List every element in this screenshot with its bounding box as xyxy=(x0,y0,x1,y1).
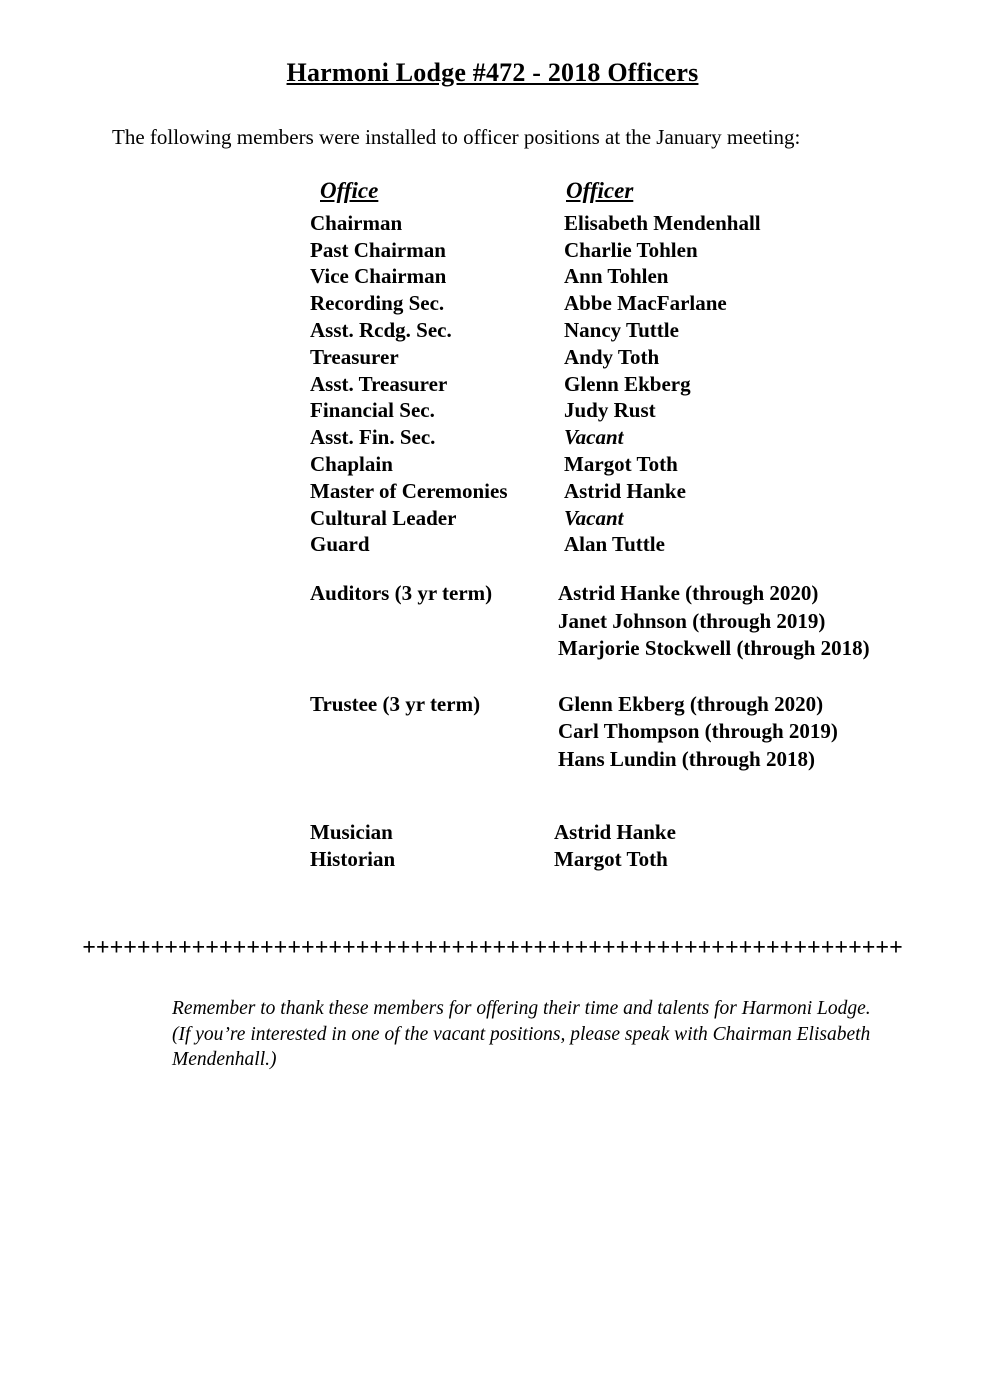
table-row xyxy=(310,317,966,344)
cell-officer: Alan Tuttle xyxy=(564,532,665,557)
cell-officer: Charlie Tohlen xyxy=(564,237,698,262)
group-name-item: Janet Johnson (through 2019) xyxy=(558,608,826,633)
table-row xyxy=(310,424,966,451)
cell-office: Cultural Leader xyxy=(310,505,457,530)
page-title: Harmoni Lodge #472 - 2018 Officers xyxy=(286,58,699,87)
cell-office: Historian xyxy=(310,847,396,872)
cell-office: Guard xyxy=(310,532,370,557)
cell-office: Chairman xyxy=(310,210,403,235)
cell-officer: Margot Toth xyxy=(554,847,668,872)
group-name-item: Hans Lundin (through 2018) xyxy=(558,746,815,771)
cell-office: Past Chairman xyxy=(310,237,446,262)
group-names-trustee xyxy=(558,691,985,774)
table-row xyxy=(310,478,966,505)
cell-office: Musician xyxy=(310,820,393,845)
table-header-row xyxy=(310,178,966,210)
cell-office: Treasurer xyxy=(310,344,399,369)
plus-sign-divider: ++++++++++++++++++++++++++++++++++++++++++++++++++++++++++++ xyxy=(82,935,903,962)
cell-officer: Nancy Tuttle xyxy=(564,317,679,342)
officers-table-body xyxy=(310,178,966,558)
cell-officer: Ann Tohlen xyxy=(564,264,669,289)
document-page xyxy=(0,58,985,1399)
additional-roles-table xyxy=(310,819,954,873)
group-name-item: Marjorie Stockwell (through 2018) xyxy=(558,636,870,661)
table-row xyxy=(310,344,966,371)
group-auditors xyxy=(310,580,985,663)
group-name-item: Carl Thompson (through 2019) xyxy=(558,719,838,744)
additional-roles-body xyxy=(310,819,954,873)
cell-officer: Astrid Hanke xyxy=(564,478,686,503)
cell-officer: Astrid Hanke xyxy=(554,820,676,845)
cell-officer-vacant: Vacant xyxy=(564,425,624,450)
footnote-line-3: Mendenhall.) xyxy=(172,1049,277,1071)
cell-officer: Andy Toth xyxy=(564,344,660,369)
table-row xyxy=(310,290,966,317)
cell-officer: Glenn Ekberg xyxy=(564,371,691,396)
table-row xyxy=(310,846,954,873)
table-row xyxy=(310,451,966,478)
footnote xyxy=(172,996,882,1073)
group-names-auditors xyxy=(558,580,985,663)
cell-office: Financial Sec. xyxy=(310,398,435,423)
cell-office: Vice Chairman xyxy=(310,264,447,289)
cell-officer-vacant: Vacant xyxy=(564,505,624,530)
cell-office: Asst. Treasurer xyxy=(310,371,448,396)
cell-office: Master of Ceremonies xyxy=(310,478,508,503)
footnote-line-2: (If you’re interested in one of the vacant positions, please speak with Chairman Elisabeth xyxy=(172,1023,871,1045)
group-trustee xyxy=(310,691,985,774)
footnote-line-1: Remember to thank these members for offering their time and talents for Harmoni Lodge. xyxy=(172,998,871,1020)
group-name-item: Astrid Hanke (through 2020) xyxy=(558,581,819,606)
cell-officer: Margot Toth xyxy=(564,451,678,476)
group-name-item: Glenn Ekberg (through 2020) xyxy=(558,691,824,716)
cell-office: Asst. Rcdg. Sec. xyxy=(310,317,452,342)
table-row xyxy=(310,237,966,264)
officers-table xyxy=(310,178,966,558)
table-row xyxy=(310,505,966,532)
cell-office: Asst. Fin. Sec. xyxy=(310,425,436,450)
table-row xyxy=(310,263,966,290)
cell-office: Chaplain xyxy=(310,451,393,476)
column-header-officer: Officer xyxy=(566,178,634,203)
table-row xyxy=(310,210,966,237)
cell-officer: Judy Rust xyxy=(564,398,656,423)
intro-paragraph: The following members were installed to officer positions at the January meeting: xyxy=(112,125,801,149)
cell-officer: Abbe MacFarlane xyxy=(564,291,727,316)
table-row xyxy=(310,371,966,398)
table-row xyxy=(310,531,966,558)
group-label-trustee: Trustee (3 yr term) xyxy=(310,691,481,716)
table-row xyxy=(310,397,966,424)
table-row xyxy=(310,819,954,846)
column-header-office: Office xyxy=(320,178,379,203)
cell-officer: Elisabeth Mendenhall xyxy=(564,210,761,235)
group-label-auditors: Auditors (3 yr term) xyxy=(310,581,493,606)
cell-office: Recording Sec. xyxy=(310,291,445,316)
